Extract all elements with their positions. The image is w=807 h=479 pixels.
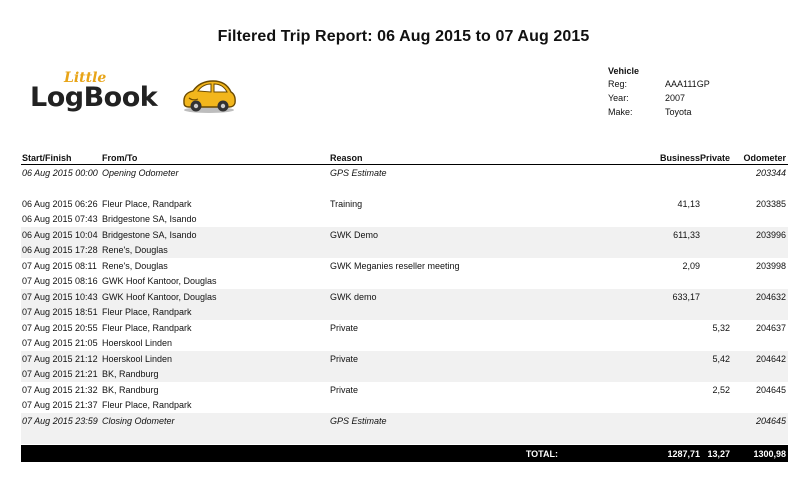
row-finish: 06 Aug 2015 07:43 [22, 214, 98, 224]
vehicle-year-label: Year: [608, 93, 629, 103]
table-row [21, 289, 788, 320]
little-logbook-logo [30, 70, 245, 120]
row-from: Bridgestone SA, Isando [102, 230, 197, 240]
row-reason: Training [330, 199, 363, 209]
row-start: 07 Aug 2015 21:12 [22, 354, 98, 364]
row-from: Rene's, Douglas [102, 261, 168, 271]
row-reason: GPS Estimate [330, 168, 387, 178]
row-odometer: 204642 [755, 354, 786, 364]
col-from-to: From/To [102, 153, 138, 163]
col-business: Business [659, 153, 700, 163]
row-private: 2,52 [712, 385, 730, 395]
row-reason: GWK demo [330, 292, 377, 302]
trip-table [21, 152, 788, 444]
vehicle-year-row [608, 93, 710, 107]
table-row [21, 165, 788, 196]
table-row [21, 382, 788, 413]
row-odometer: 203996 [755, 230, 786, 240]
row-from: Fleur Place, Randpark [102, 323, 192, 333]
col-private: Private [699, 153, 730, 163]
row-finish: 07 Aug 2015 21:37 [22, 400, 98, 410]
row-to: Fleur Place, Randpark [102, 307, 192, 317]
row-start: 06 Aug 2015 10:04 [22, 230, 98, 240]
row-finish: 07 Aug 2015 18:51 [22, 307, 98, 317]
row-business: 633,17 [672, 292, 700, 302]
row-reason: Private [330, 354, 359, 364]
row-reason: Private [330, 323, 359, 333]
row-reason: GWK Meganies reseller meeting [330, 261, 460, 271]
row-from: Closing Odometer [102, 416, 175, 426]
col-reason: Reason [330, 153, 363, 163]
row-odometer: 203998 [755, 261, 786, 271]
car-icon [180, 76, 238, 121]
row-odometer: 203344 [755, 168, 786, 178]
total-business: 1287,71 [667, 449, 700, 459]
row-to: Hoerskool Linden [102, 338, 173, 348]
row-start: 07 Aug 2015 23:59 [22, 416, 98, 426]
row-start: 07 Aug 2015 08:11 [22, 261, 97, 271]
total-odometer: 1300,98 [753, 449, 786, 459]
vehicle-make-label: Make: [608, 107, 633, 117]
row-to: GWK Hoof Kantoor, Douglas [102, 276, 217, 286]
total-private: 13,27 [707, 449, 730, 459]
row-odometer: 204645 [755, 416, 786, 426]
row-odometer: 203385 [755, 199, 786, 209]
row-to: BK, Randburg [102, 369, 159, 379]
row-from: Fleur Place, Randpark [102, 199, 192, 209]
table-row [21, 227, 788, 258]
row-finish: 07 Aug 2015 21:05 [22, 338, 98, 348]
row-finish: 06 Aug 2015 17:28 [22, 245, 98, 255]
row-from: Hoerskool Linden [102, 354, 173, 364]
vehicle-make-value: Toyota [665, 107, 692, 117]
table-row [21, 196, 788, 227]
row-private: 5,42 [712, 354, 730, 364]
vehicle-info [608, 66, 710, 121]
table-header [21, 152, 788, 165]
table-row [21, 320, 788, 351]
row-from: BK, Randburg [102, 385, 159, 395]
row-business: 41,13 [677, 199, 700, 209]
row-business: 611,33 [673, 230, 700, 240]
col-start-finish: Start/Finish [22, 153, 72, 163]
row-from: Opening Odometer [102, 168, 179, 178]
logo-small-text: Little [64, 70, 107, 86]
vehicle-year-value: 2007 [665, 93, 686, 103]
vehicle-reg-value: AAA111GP [665, 79, 710, 89]
totals-bar [21, 445, 788, 462]
report-title: Filtered Trip Report: 06 Aug 2015 to 07 Aug 2015 [217, 28, 590, 45]
col-odometer: Odometer [743, 153, 786, 163]
row-odometer: 204637 [755, 323, 786, 333]
vehicle-reg-row [608, 79, 710, 93]
row-start: 07 Aug 2015 20:55 [22, 323, 98, 333]
vehicle-reg-label: Reg: [608, 79, 628, 89]
row-from: GWK Hoof Kantoor, Douglas [102, 292, 217, 302]
row-reason: Private [330, 385, 359, 395]
row-reason: GPS Estimate [330, 416, 387, 426]
row-odometer: 204632 [755, 292, 786, 302]
row-start: 06 Aug 2015 00:00 [22, 168, 98, 178]
row-business: 2,09 [682, 261, 700, 271]
row-to: Rene's, Douglas [102, 245, 168, 255]
table-row [21, 413, 788, 444]
total-label: TOTAL: [525, 449, 558, 459]
row-reason: GWK Demo [330, 230, 379, 240]
row-start: 06 Aug 2015 06:26 [22, 199, 98, 209]
row-to: Fleur Place, Randpark [102, 400, 192, 410]
row-finish: 07 Aug 2015 21:21 [22, 369, 98, 379]
row-to: Bridgestone SA, Isando [102, 214, 197, 224]
row-odometer: 204645 [755, 385, 786, 395]
row-start: 07 Aug 2015 21:32 [22, 385, 98, 395]
vehicle-make-row [608, 107, 710, 121]
row-private: 5,32 [712, 323, 730, 333]
table-row [21, 351, 788, 382]
table-row [21, 258, 788, 289]
row-finish: 07 Aug 2015 08:16 [22, 276, 98, 286]
vehicle-heading: Vehicle [608, 66, 640, 76]
row-start: 07 Aug 2015 10:43 [22, 292, 98, 302]
logo-brand-text: LogBook [30, 82, 158, 113]
